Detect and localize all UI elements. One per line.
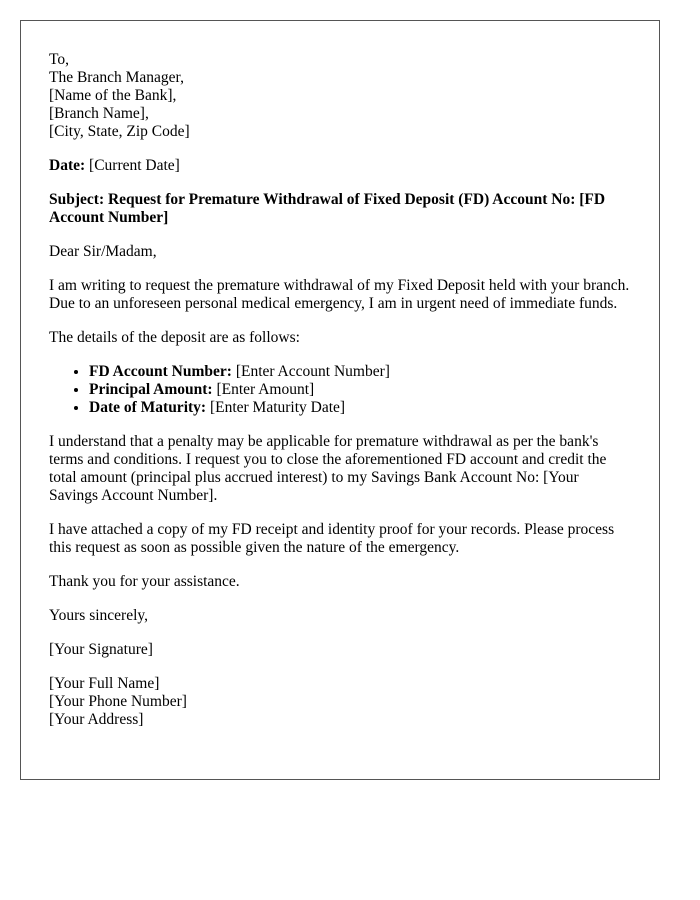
address-manager: The Branch Manager, bbox=[49, 69, 184, 86]
list-item bbox=[89, 399, 631, 417]
detail-label: Principal Amount: bbox=[89, 381, 213, 398]
list-item bbox=[89, 381, 631, 399]
detail-value: [Enter Account Number] bbox=[231, 363, 390, 380]
thanks-paragraph: Thank you for your assistance. bbox=[49, 573, 240, 590]
date-value: [Current Date] bbox=[85, 157, 180, 174]
sender-name: [Your Full Name] bbox=[49, 675, 160, 692]
list-item bbox=[89, 363, 631, 381]
detail-label: FD Account Number: bbox=[89, 363, 232, 380]
intro-paragraph: I am writing to request the premature withdrawal of my Fixed Deposit held with your branch. Due to an unforeseen personal medical emergency, I am in urgent need of immediate funds. bbox=[49, 277, 630, 312]
sender-details bbox=[49, 675, 631, 729]
penalty-paragraph: I understand that a penalty may be applicable for premature withdrawal as per the bank's terms and conditions. I request you to close the aforementioned FD account and credit the total amount (principal plus accrued interest) to my Savings Bank Account No: [Your Savings Account Number]. bbox=[49, 433, 607, 504]
salutation: Dear Sir/Madam, bbox=[49, 243, 157, 260]
letter-page bbox=[20, 20, 660, 780]
address-branch: [Branch Name], bbox=[49, 105, 149, 122]
sender-address: [Your Address] bbox=[49, 711, 144, 728]
detail-value: [Enter Maturity Date] bbox=[206, 399, 346, 416]
detail-label: Date of Maturity: bbox=[89, 399, 207, 416]
date-label: Date: bbox=[49, 157, 86, 174]
subject-text: Subject: Request for Premature Withdrawal of Fixed Deposit (FD) Account No: [FD Account Number] bbox=[49, 191, 606, 226]
closing-line: Yours sincerely, bbox=[49, 607, 149, 624]
subject-line bbox=[49, 191, 631, 227]
signature-placeholder: [Your Signature] bbox=[49, 641, 153, 658]
sender-phone: [Your Phone Number] bbox=[49, 693, 187, 710]
address-to: To, bbox=[49, 51, 70, 68]
address-city: [City, State, Zip Code] bbox=[49, 123, 190, 140]
deposit-details-list bbox=[49, 363, 631, 417]
attachments-paragraph: I have attached a copy of my FD receipt and identity proof for your records. Please process this request as soon as possible given the nature of the emergency. bbox=[49, 521, 615, 556]
details-intro: The details of the deposit are as follows: bbox=[49, 329, 300, 346]
address-bank: [Name of the Bank], bbox=[49, 87, 177, 104]
recipient-address bbox=[49, 51, 631, 141]
date-line bbox=[49, 157, 631, 175]
detail-value: [Enter Amount] bbox=[212, 381, 315, 398]
